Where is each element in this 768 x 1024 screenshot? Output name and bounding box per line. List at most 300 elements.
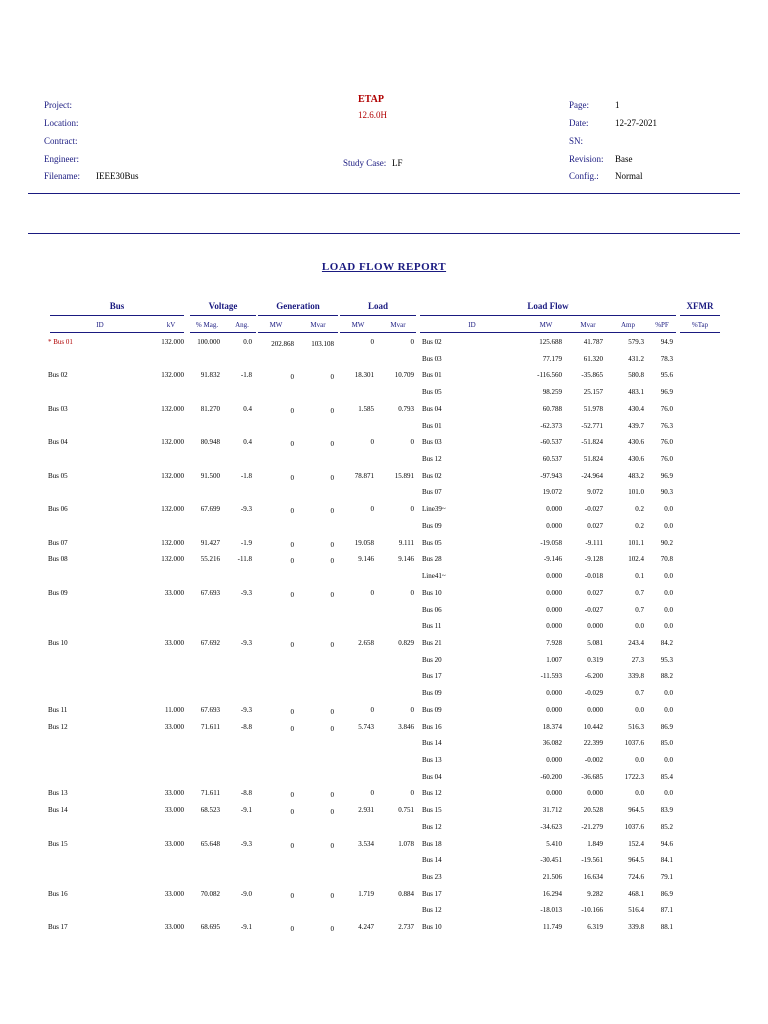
gen-mvar: 0 [330,891,334,900]
voltage-mag: 67.692 [200,638,220,647]
flow-mvar: -0.002 [584,756,603,764]
voltage-ang: -9.0 [240,889,252,898]
gen-mw: 0 [290,557,294,566]
bus-id: Bus 03 [48,404,68,413]
gen-mvar: 0 [330,791,334,800]
bus-id: Bus 17 [48,923,68,932]
voltage-ang: 0.4 [243,438,252,447]
voltage-mag: 91.500 [200,471,220,480]
load-mvar: 0.829 [398,638,414,647]
flow-amp: 430.6 [628,438,644,447]
gen-mw: 0 [290,406,294,415]
flow-amp: 0.0 [635,622,644,631]
load-mw: 1.719 [358,889,374,898]
flow-mvar: -9.128 [584,555,603,564]
flow-pf: 0.0 [664,588,673,597]
flow-mvar: 22.399 [583,739,603,748]
flow-to-id: Bus 04 [422,404,442,413]
voltage-mag: 68.695 [200,923,220,932]
voltage-mag: 100.000 [197,338,220,346]
contract-label: Contract: [44,136,78,146]
flow-pf: 76.3 [660,421,673,430]
flow-mw: -9.146 [543,555,562,564]
voltage-ang: -8.8 [240,789,252,798]
flow-mw: 19.072 [542,488,562,497]
flow-mw: -18.013 [540,906,562,915]
bus-kv: 132.000 [161,371,184,380]
voltage-mag: 91.832 [200,371,220,380]
col-flow-mw: MW [539,321,553,329]
gen-mw: 202.868 [271,340,294,348]
flow-to-id: Bus 06 [422,605,442,614]
flow-mw: 7.928 [546,638,562,647]
flow-to-id: Bus 14 [422,739,442,748]
load-mvar: 0.793 [398,404,414,413]
flow-mvar: 25.157 [583,388,603,397]
flow-pf: 76.0 [660,455,673,464]
flow-mw: 21.506 [542,873,562,882]
flow-mw: -97.943 [540,471,562,480]
flow-mvar: -35.865 [581,371,603,380]
flow-to-id: Bus 09 [422,705,442,714]
flow-mvar: -6.200 [584,672,603,681]
flow-mvar: -52.771 [581,421,603,430]
flow-amp: 101.0 [628,488,644,497]
load-mw: 0 [370,789,374,798]
flow-mw: -30.451 [540,856,562,865]
voltage-ang: -9.3 [240,705,252,714]
voltage-ang: -1.8 [240,371,252,380]
bus-id: Bus 14 [48,806,68,815]
flow-to-id: Bus 14 [422,856,442,865]
flow-mw: 0.000 [546,756,562,764]
flow-mvar: 0.000 [587,622,603,631]
load-mvar: 15.891 [394,471,414,480]
flow-mw: 31.712 [542,806,562,815]
gen-mvar: 0 [330,406,334,415]
voltage-ang: -9.3 [240,638,252,647]
flow-mvar: 5.081 [587,638,603,647]
flow-mvar: -51.824 [581,438,603,447]
col-load-mw: MW [351,321,365,329]
load-mvar: 0 [410,705,414,714]
flow-mvar: 6.319 [587,923,603,932]
flow-amp: 152.4 [628,839,644,848]
gen-mw: 0 [290,540,294,549]
bus-id: Bus 13 [48,789,68,798]
flow-mw: 0.000 [546,622,562,631]
bus-kv: 33.000 [164,588,184,597]
gen-mvar: 0 [330,540,334,549]
flow-mvar: 0.027 [587,521,603,530]
group-generation: Generation [276,301,320,311]
flow-amp: 27.3 [631,655,644,664]
voltage-ang: -11.8 [237,555,252,564]
load-mw: 0 [370,705,374,714]
flow-mw: 60.537 [542,455,562,464]
flow-mw: 0.000 [546,521,562,530]
flow-pf: 87.1 [660,906,673,915]
load-mw: 0 [370,505,374,514]
flow-pf: 0.0 [664,605,673,614]
flow-amp: 0.2 [635,505,644,514]
filename-label: Filename: [44,171,80,181]
flow-mvar: 9.282 [587,889,603,898]
flow-mw: -34.623 [540,822,562,831]
flow-mw: 0.000 [546,605,562,614]
gen-mw: 0 [290,724,294,733]
flow-to-id: Bus 09 [422,521,442,530]
flow-amp: 964.5 [628,806,644,815]
load-mvar: 10.709 [394,371,414,380]
flow-amp: 1037.6 [624,739,644,748]
flow-mw: 0.000 [546,588,562,597]
voltage-mag: 70.082 [200,889,220,898]
col-load-mvar: Mvar [390,321,406,329]
flow-amp: 339.8 [628,672,644,681]
flow-amp: 579.3 [628,338,644,346]
voltage-ang: -9.3 [240,839,252,848]
load-mw: 3.534 [358,839,374,848]
bus-id: Bus 08 [48,555,68,564]
bus-id: Bus 07 [48,538,68,547]
voltage-ang: -9.3 [240,505,252,514]
flow-mw: 0.000 [546,572,562,581]
date-label: Date: [569,118,589,128]
flow-amp: 483.1 [628,388,644,397]
bus-id: Bus 05 [48,471,68,480]
gen-mw: 0 [290,841,294,850]
bus-id: * Bus 01 [48,338,73,346]
flow-to-id: Bus 05 [422,538,442,547]
voltage-ang: 0.4 [243,404,252,413]
flow-amp: 431.2 [628,354,644,363]
col-amp: Amp [621,321,635,329]
bus-id: Bus 06 [48,505,68,514]
flow-amp: 0.7 [635,588,644,597]
flow-amp: 101.1 [628,538,644,547]
subrule-load [340,332,416,333]
flow-mw: 98.259 [542,388,562,397]
flow-mvar: 1.849 [587,839,603,848]
flow-mw: 0.000 [546,789,562,798]
subrule-bus [50,332,184,333]
load-mw: 0 [370,338,374,346]
rule-load [340,315,416,316]
flow-pf: 85.4 [660,772,673,781]
flow-to-id: Bus 12 [422,455,442,464]
flow-pf: 96.9 [660,388,673,397]
bus-kv: 132.000 [161,438,184,447]
col-kv: kV [166,321,176,329]
flow-amp: 483.2 [628,471,644,480]
flow-amp: 0.7 [635,689,644,698]
load-mvar: 3.846 [398,722,414,731]
flow-mw: 0.000 [546,689,562,698]
config-label: Config.: [569,171,599,181]
load-mw: 2.931 [358,806,374,815]
flow-pf: 84.1 [660,856,673,865]
col-id: ID [96,321,104,329]
flow-amp: 0.1 [635,572,644,581]
flow-to-id: Bus 28 [422,555,442,564]
bus-id: Bus 04 [48,438,68,447]
flow-to-id: Bus 16 [422,722,442,731]
flow-to-id: Bus 05 [422,388,442,397]
flow-pf: 88.1 [660,923,673,932]
flow-to-id: Bus 12 [422,789,442,798]
flow-pf: 90.2 [660,538,673,547]
bus-id: Bus 16 [48,889,68,898]
flow-pf: 0.0 [664,705,673,714]
gen-mvar: 0 [330,557,334,566]
flow-mvar: -19.561 [581,856,603,865]
flow-amp: 339.8 [628,923,644,932]
report-title: LOAD FLOW REPORT [321,261,447,273]
bus-kv: 11.000 [165,705,184,714]
header-divider-bottom [28,233,740,234]
voltage-ang: -1.9 [240,538,252,547]
group-bus: Bus [109,301,125,311]
bus-id: Bus 02 [48,371,68,380]
filename-value: IEEE30Bus [96,171,139,181]
flow-to-id: Bus 11 [422,622,442,631]
load-mvar: 9.146 [398,555,414,564]
flow-pf: 86.9 [660,889,673,898]
flow-to-id: Bus 18 [422,839,442,848]
load-mw: 2.658 [358,638,374,647]
flow-to-id: Bus 23 [422,873,442,882]
load-mw: 5.743 [358,722,374,731]
load-mvar: 2.737 [398,923,414,932]
study-case-value: LF [392,158,403,168]
bus-kv: 132.000 [161,505,184,514]
flow-mvar: 9.072 [587,488,603,497]
revision-label: Revision: [569,154,604,164]
flow-amp: 1722.3 [624,772,644,781]
gen-mvar: 0 [330,473,334,482]
flow-to-id: Bus 10 [422,588,442,597]
rule-xfmr [680,315,720,316]
voltage-mag: 81.270 [200,404,220,413]
rule-load-flow [420,315,676,316]
load-mvar: 0.884 [398,889,414,898]
flow-to-id: Bus 10 [422,923,442,932]
flow-mvar: 0.319 [587,655,603,664]
bus-kv: 33.000 [164,806,184,815]
project-label: Project: [44,100,72,110]
app-version: 12.6.0H [358,110,387,120]
page-value: 1 [615,100,620,110]
voltage-mag: 68.523 [200,806,220,815]
flow-pf: 78.3 [660,354,673,363]
gen-mvar: 0 [330,707,334,716]
load-mw: 19.058 [354,538,374,547]
flow-to-id: Line39~ [422,505,446,514]
gen-mvar: 0 [330,507,334,516]
voltage-mag: 71.611 [201,789,220,798]
flow-pf: 83.9 [660,806,673,815]
flow-amp: 0.2 [635,521,644,530]
flow-mw: -60.537 [540,438,562,447]
bus-kv: 33.000 [164,889,184,898]
flow-pf: 95.6 [660,371,673,380]
group-voltage: Voltage [208,301,238,311]
subrule-generation [258,332,338,333]
sn-label: SN: [569,136,584,146]
flow-mvar: 16.634 [583,873,603,882]
revision-value: Base [615,154,633,164]
gen-mvar: 103.108 [311,340,334,348]
rule-bus [50,315,184,316]
gen-mvar: 0 [330,440,334,449]
flow-to-id: Bus 02 [422,338,442,346]
flow-mw: 60.788 [542,404,562,413]
flow-mvar: -0.018 [584,572,603,581]
flow-mvar: 51.978 [583,404,603,413]
bus-kv: 132.000 [161,471,184,480]
gen-mw: 0 [290,590,294,599]
flow-mvar: -24.964 [581,471,603,480]
flow-amp: 0.0 [635,705,644,714]
flow-mvar: -9.111 [585,538,603,547]
load-mvar: 0 [410,505,414,514]
load-mw: 1.585 [358,404,374,413]
bus-kv: 33.000 [164,638,184,647]
flow-mvar: -36.685 [581,772,603,781]
gen-mw: 0 [290,373,294,382]
voltage-ang: -9.1 [240,923,252,932]
flow-to-id: Bus 13 [422,756,442,764]
gen-mw: 0 [290,891,294,900]
flow-mw: 0.000 [546,505,562,514]
flow-pf: 0.0 [664,521,673,530]
flow-pf: 88.2 [660,672,673,681]
flow-pf: 0.0 [664,689,673,698]
flow-mvar: 0.000 [587,789,603,798]
flow-pf: 76.0 [660,438,673,447]
flow-amp: 468.1 [628,889,644,898]
flow-pf: 94.6 [660,839,673,848]
voltage-ang: -9.1 [240,806,252,815]
flow-mvar: 61.320 [583,354,603,363]
bus-id: Bus 10 [48,638,68,647]
bus-kv: 132.000 [161,538,184,547]
engineer-label: Engineer: [44,154,79,164]
gen-mvar: 0 [330,841,334,850]
flow-pf: 94.9 [660,338,673,346]
page-label: Page: [569,100,589,110]
col-ang: Ang. [235,321,249,329]
load-mvar: 0 [410,338,414,346]
flow-amp: 516.4 [628,906,644,915]
gen-mvar: 0 [330,640,334,649]
flow-pf: 70.8 [660,555,673,564]
flow-mw: -19.058 [540,538,562,547]
gen-mvar: 0 [330,808,334,817]
flow-to-id: Bus 15 [422,806,442,815]
voltage-mag: 67.699 [200,505,220,514]
gen-mw: 0 [290,473,294,482]
flow-to-id: Bus 20 [422,655,442,664]
load-mvar: 0 [410,789,414,798]
bus-kv: 132.000 [161,555,184,564]
gen-mvar: 0 [330,590,334,599]
flow-amp: 580.8 [628,371,644,380]
flow-to-id: Bus 02 [422,471,442,480]
voltage-mag: 67.693 [200,705,220,714]
config-value: Normal [615,171,643,181]
gen-mw: 0 [290,707,294,716]
gen-mw: 0 [290,791,294,800]
flow-to-id: Bus 03 [422,438,442,447]
flow-amp: 102.4 [628,555,644,564]
flow-to-id: Bus 01 [422,421,442,430]
voltage-ang: -1.8 [240,471,252,480]
flow-pf: 90.3 [660,488,673,497]
col-gen-mw: MW [269,321,283,329]
flow-to-id: Bus 17 [422,889,442,898]
flow-pf: 85.2 [660,822,673,831]
flow-mvar: -0.027 [584,605,603,614]
load-mvar: 1.078 [398,839,414,848]
group-load: Load [367,301,388,311]
flow-pf: 96.9 [660,471,673,480]
flow-mw: 0.000 [546,705,562,714]
flow-amp: 724.6 [628,873,644,882]
flow-pf: 0.0 [664,756,673,764]
flow-to-id: Bus 12 [422,822,442,831]
voltage-mag: 71.611 [201,722,220,731]
load-mw: 0 [370,588,374,597]
voltage-mag: 67.693 [200,588,220,597]
flow-amp: 430.6 [628,455,644,464]
load-mw: 78.871 [354,471,374,480]
flow-mvar: -0.027 [584,505,603,514]
flow-amp: 516.3 [628,722,644,731]
flow-amp: 0.0 [635,789,644,798]
flow-mw: 5.410 [546,839,562,848]
flow-mw: 16.294 [542,889,562,898]
flow-mw: 36.082 [542,739,562,748]
bus-kv: 33.000 [164,923,184,932]
voltage-mag: 65.648 [200,839,220,848]
load-mw: 9.146 [358,555,374,564]
flow-pf: 0.0 [664,572,673,581]
flow-to-id: Bus 07 [422,488,442,497]
flow-pf: 0.0 [664,505,673,514]
flow-to-id: Line41~ [422,572,446,581]
voltage-ang: 0.0 [243,338,252,346]
bus-kv: 132.000 [161,404,184,413]
flow-mvar: 41.787 [583,338,603,346]
gen-mw: 0 [290,808,294,817]
col-mag: % Mag. [195,321,219,329]
flow-to-id: Bus 03 [422,354,442,363]
flow-mw: -62.373 [540,421,562,430]
gen-mw: 0 [290,507,294,516]
group-load-flow: Load Flow [527,301,569,311]
bus-id: Bus 15 [48,839,68,848]
flow-to-id: Bus 01 [422,371,442,380]
flow-pf: 0.0 [664,622,673,631]
voltage-mag: 80.948 [200,438,220,447]
flow-mvar: -21.279 [581,822,603,831]
date-value: 12-27-2021 [615,118,657,128]
load-mvar: 0 [410,588,414,597]
flow-to-id: Bus 17 [422,672,442,681]
load-mw: 4.247 [358,923,374,932]
